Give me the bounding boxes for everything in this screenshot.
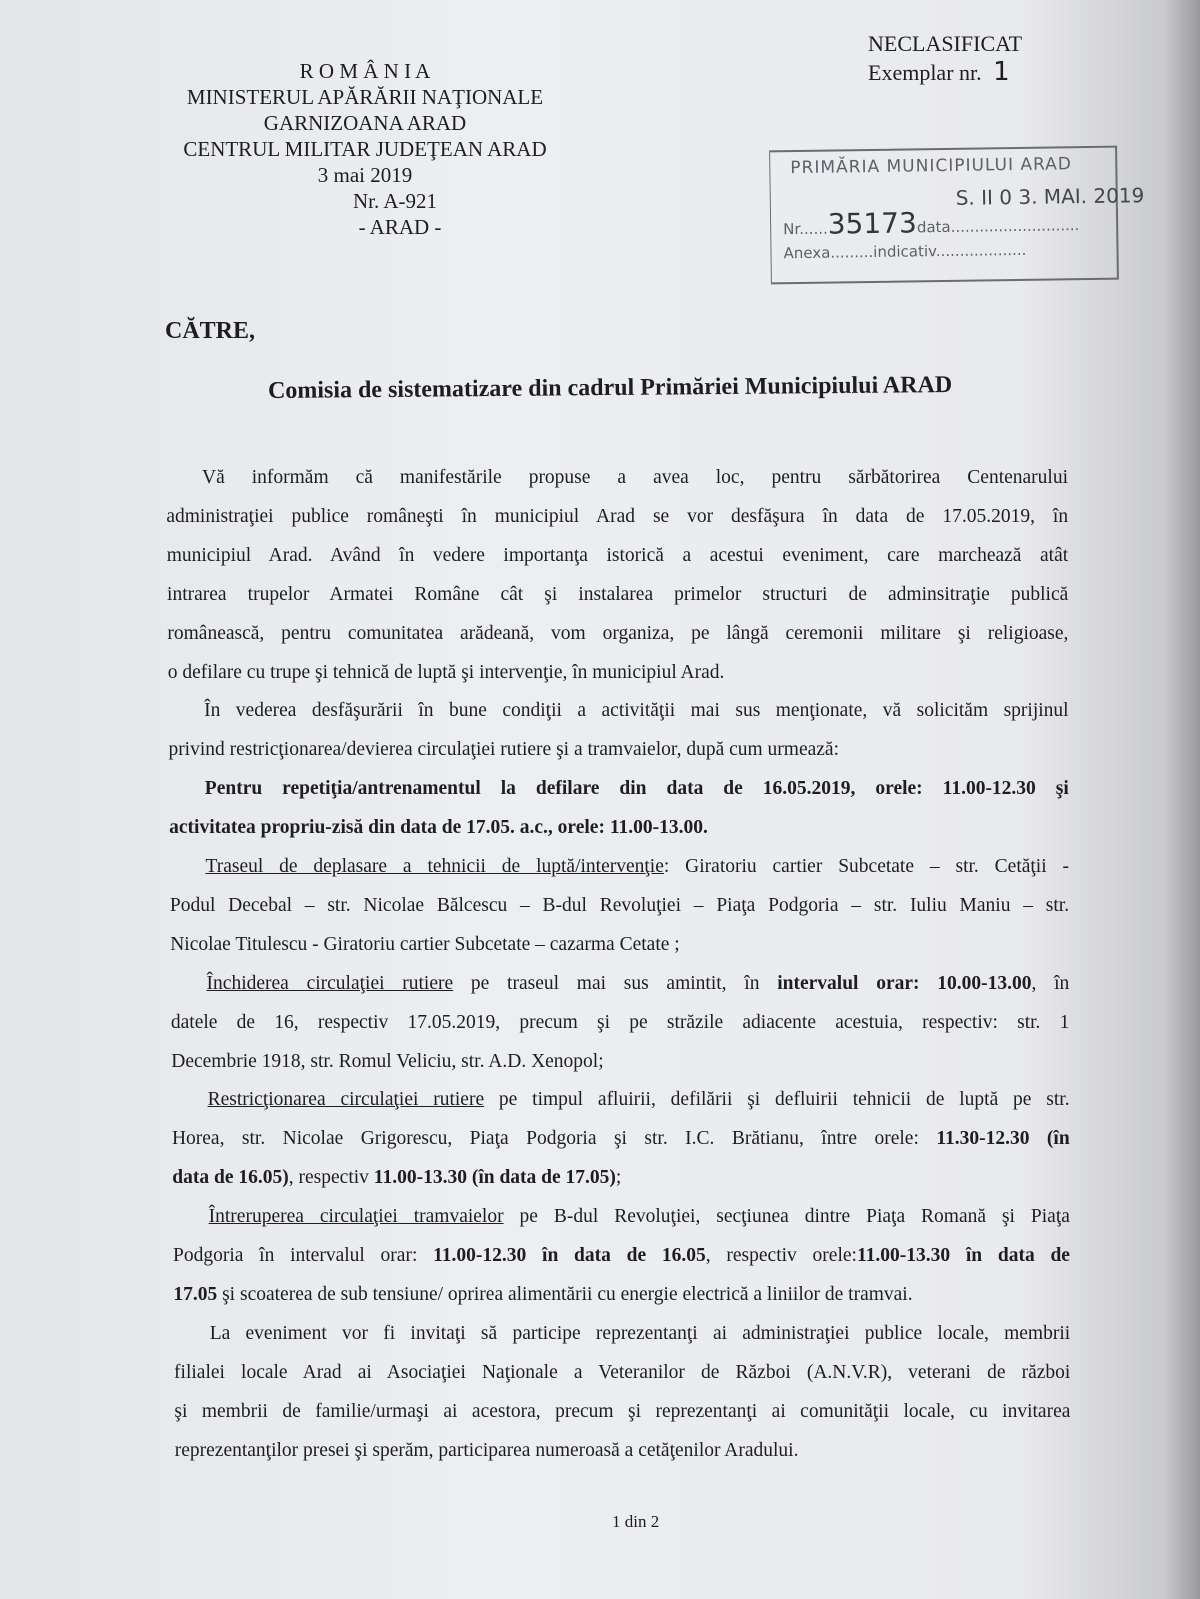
body-line — [204, 699, 1069, 723]
text-segment: privind restricţionarea/devierea circulaţiei rutiere şi a tramvaielor, după cum urmează: — [168, 739, 839, 761]
text-segment: şi scoaterea de sub tensiune/ oprirea alimentării cu energie electrică a liniilor de tramvai. — [217, 1283, 913, 1305]
text-segment: Vă informăm că manifestările propuse a avea loc, pentru sărbătorirea Centenarului — [202, 467, 1068, 488]
body-line — [170, 894, 1069, 918]
header-garrison: GARNIZOANA ARAD — [263, 111, 467, 135]
underlined-heading: Întreruperea circulaţiei tramvaielor — [208, 1206, 504, 1228]
body-line — [168, 738, 839, 762]
header-ministry: MINISTERUL APĂRĂRII NAŢIONALE — [186, 85, 544, 109]
text-segment: filialei locale Arad ai Asociaţiei Naţionale a Veteranilor de Război (A.N.V.R), veterani de război — [174, 1361, 1071, 1383]
bold-text: activitatea propriu-zisă din data de 17.05. a.c., orele: 11.00-13.00. — [169, 817, 708, 839]
body-line — [169, 816, 708, 840]
text-segment: şi membrii de familie/urmaşi ai acestora, precum şi reprezentanţi ai comunităţii locale, cu invitarea — [174, 1400, 1071, 1422]
text-segment: , în — [1031, 972, 1070, 994]
text-segment: intrarea trupelor Armatei Române cât şi instalarea primelor structuri de adminsitraţie publică — [167, 583, 1069, 605]
text-segment: În vederea desfăşurării în bune condiţii a activităţii mai sus menţionate, vă solicităm sprijinul — [204, 700, 1069, 722]
body-line — [167, 544, 1069, 568]
text-segment: pe timpul afluirii, defilării şi defluirii tehnicii de luptă pe str. — [484, 1089, 1070, 1111]
sender-header — [150, 58, 580, 240]
text-segment: Podul Decebal – str. Nicolae Bălcescu – B-dul Revoluţiei – Piaţa Podgoria – str. Iuliu Maniu – str. — [169, 894, 1070, 916]
stamp-title: PRIMĂRIA MUNICIPIULUI ARAD — [790, 154, 1073, 179]
text-segment: ; — [615, 1167, 622, 1189]
text-segment: Podgoria în intervalul orar: — [173, 1245, 434, 1266]
body-line — [209, 1205, 1070, 1229]
bold-text: 11.00-12.30 în data de 16.05 — [433, 1245, 706, 1266]
classification-block — [868, 30, 1022, 87]
text-segment: reprezentanţilor presei şi sperăm, participarea numeroasă a cetăţenilor Aradului. — [174, 1439, 799, 1461]
body-line — [170, 933, 680, 957]
classification-label: NECLASIFICAT — [868, 31, 1023, 56]
text-segment: , respectiv — [288, 1167, 374, 1189]
stamp-nr-label: Nr. — [783, 219, 805, 239]
copy-number-handwritten: 1 — [993, 57, 1010, 87]
body-line — [172, 1127, 1070, 1151]
recipient-label: CĂTRE, — [165, 318, 256, 344]
text-segment: o defilare cu trupe şi tehnică de luptă şi intervenţie, în municipiul Arad. — [167, 661, 725, 683]
body-line — [208, 1088, 1070, 1112]
bold-text: intervalul orar: 10.00-13.00 — [777, 972, 1032, 994]
text-segment: Decembrie 1918, str. Romul Veliciu, str. A.D. Xenopol; — [171, 1050, 604, 1072]
bold-text: 17.05 — [173, 1283, 218, 1305]
body-line — [172, 1166, 621, 1190]
body-line — [174, 1400, 1070, 1424]
page-number: 1 din 2 — [612, 1512, 660, 1531]
recipient-name: Comisia de sistematizare din cadrul Primăriei Municipiului ARAD — [267, 372, 953, 404]
registration-stamp — [769, 146, 1145, 285]
text-segment: datele de 16, respectiv 17.05.2019, precum şi pe străzile adiacente acestuia, respectiv: str. 1 — [170, 1011, 1070, 1033]
body-line — [173, 1283, 912, 1307]
stamp-anexa-line: Anexa.........indicativ................... — [783, 240, 1027, 263]
stamp-nr-handwritten: 35173 — [827, 206, 918, 241]
copy-line — [868, 58, 1022, 87]
body-line — [205, 777, 1069, 801]
header-city: - ARAD - — [358, 215, 442, 239]
text-segment: românească, pentru comunitatea arădeană, vom organiza, pe lângă ceremonii militare şi religioase, — [167, 622, 1069, 644]
body-line — [174, 1361, 1070, 1385]
body-line — [175, 1439, 799, 1463]
bold-text: 11.00-13.30 în data de — [856, 1245, 1070, 1266]
stamp-date: S. II 0 3. MAI. 2019 — [955, 183, 1145, 210]
body-line — [210, 1322, 1071, 1346]
text-segment: administraţiei publice româneşti în municipiul Arad se vor desfăşura în data de 17.05.2019, în — [166, 505, 1069, 527]
body-line — [202, 466, 1068, 490]
body-line — [168, 661, 725, 685]
body-line — [173, 1244, 1070, 1268]
header-center: CENTRUL MILITAR JUDEŢEAN ARAD — [183, 137, 547, 161]
copy-label: Exemplar nr. — [868, 60, 982, 85]
body-line — [207, 972, 1070, 996]
text-segment: municipiul Arad. Având în vedere importanţa istorică a acestui eveniment, care marchează atât — [166, 544, 1069, 566]
bold-text: Pentru repetiţia/antrenamentul la defilare din data de 16.05.2019, orele: 11.00-12.30 şi — [204, 778, 1069, 800]
stamp-nr-line: Nr......35173data........................... — [783, 206, 1080, 241]
text-segment: , respectiv orele: — [705, 1245, 857, 1266]
text-segment: La eveniment vor fi invitaţi să participe reprezentanţi ai administraţiei publice locale, membrii — [209, 1322, 1071, 1344]
body-line — [167, 622, 1068, 646]
text-segment: Nicolae Titulescu - Giratoriu cartier Subcetate – cazarma Cetate ; — [170, 933, 680, 955]
bold-text: data de 16.05) — [172, 1167, 289, 1189]
bold-text: 11.30-12.30 (în — [936, 1128, 1070, 1150]
header-country: R O M Â N I A — [299, 59, 431, 83]
body-line — [171, 1011, 1070, 1035]
underlined-heading: Restricţionarea circulaţiei rutiere — [207, 1089, 485, 1111]
text-segment: Horea, str. Nicolae Grigorescu, Piaţa Podgoria şi str. I.C. Brătianu, între orele: — [171, 1128, 937, 1150]
body-line — [171, 1050, 603, 1074]
text-segment: pe B-dul Revoluţiei, secţiunea dintre Piaţa Romană şi Piaţa — [503, 1206, 1070, 1228]
body-line — [206, 855, 1070, 879]
text-segment: pe traseul mai sus amintit, în — [453, 972, 778, 994]
text-segment: : Giratoriu cartier Subcetate – str. Cetăţii - — [663, 856, 1070, 877]
header-number: Nr. A-921 — [353, 189, 437, 213]
body-line — [167, 583, 1068, 607]
underlined-heading: Închiderea circulaţiei rutiere — [206, 972, 454, 994]
bold-text: 11.00-13.30 (în data de 17.05) — [373, 1167, 616, 1189]
underlined-heading: Traseul de deplasare a tehnicii de luptă/intervenţie — [205, 856, 664, 877]
stamp-data-label: data........................... — [916, 216, 1080, 237]
header-date: 3 mai 2019 — [317, 163, 413, 187]
body-line — [166, 505, 1068, 529]
